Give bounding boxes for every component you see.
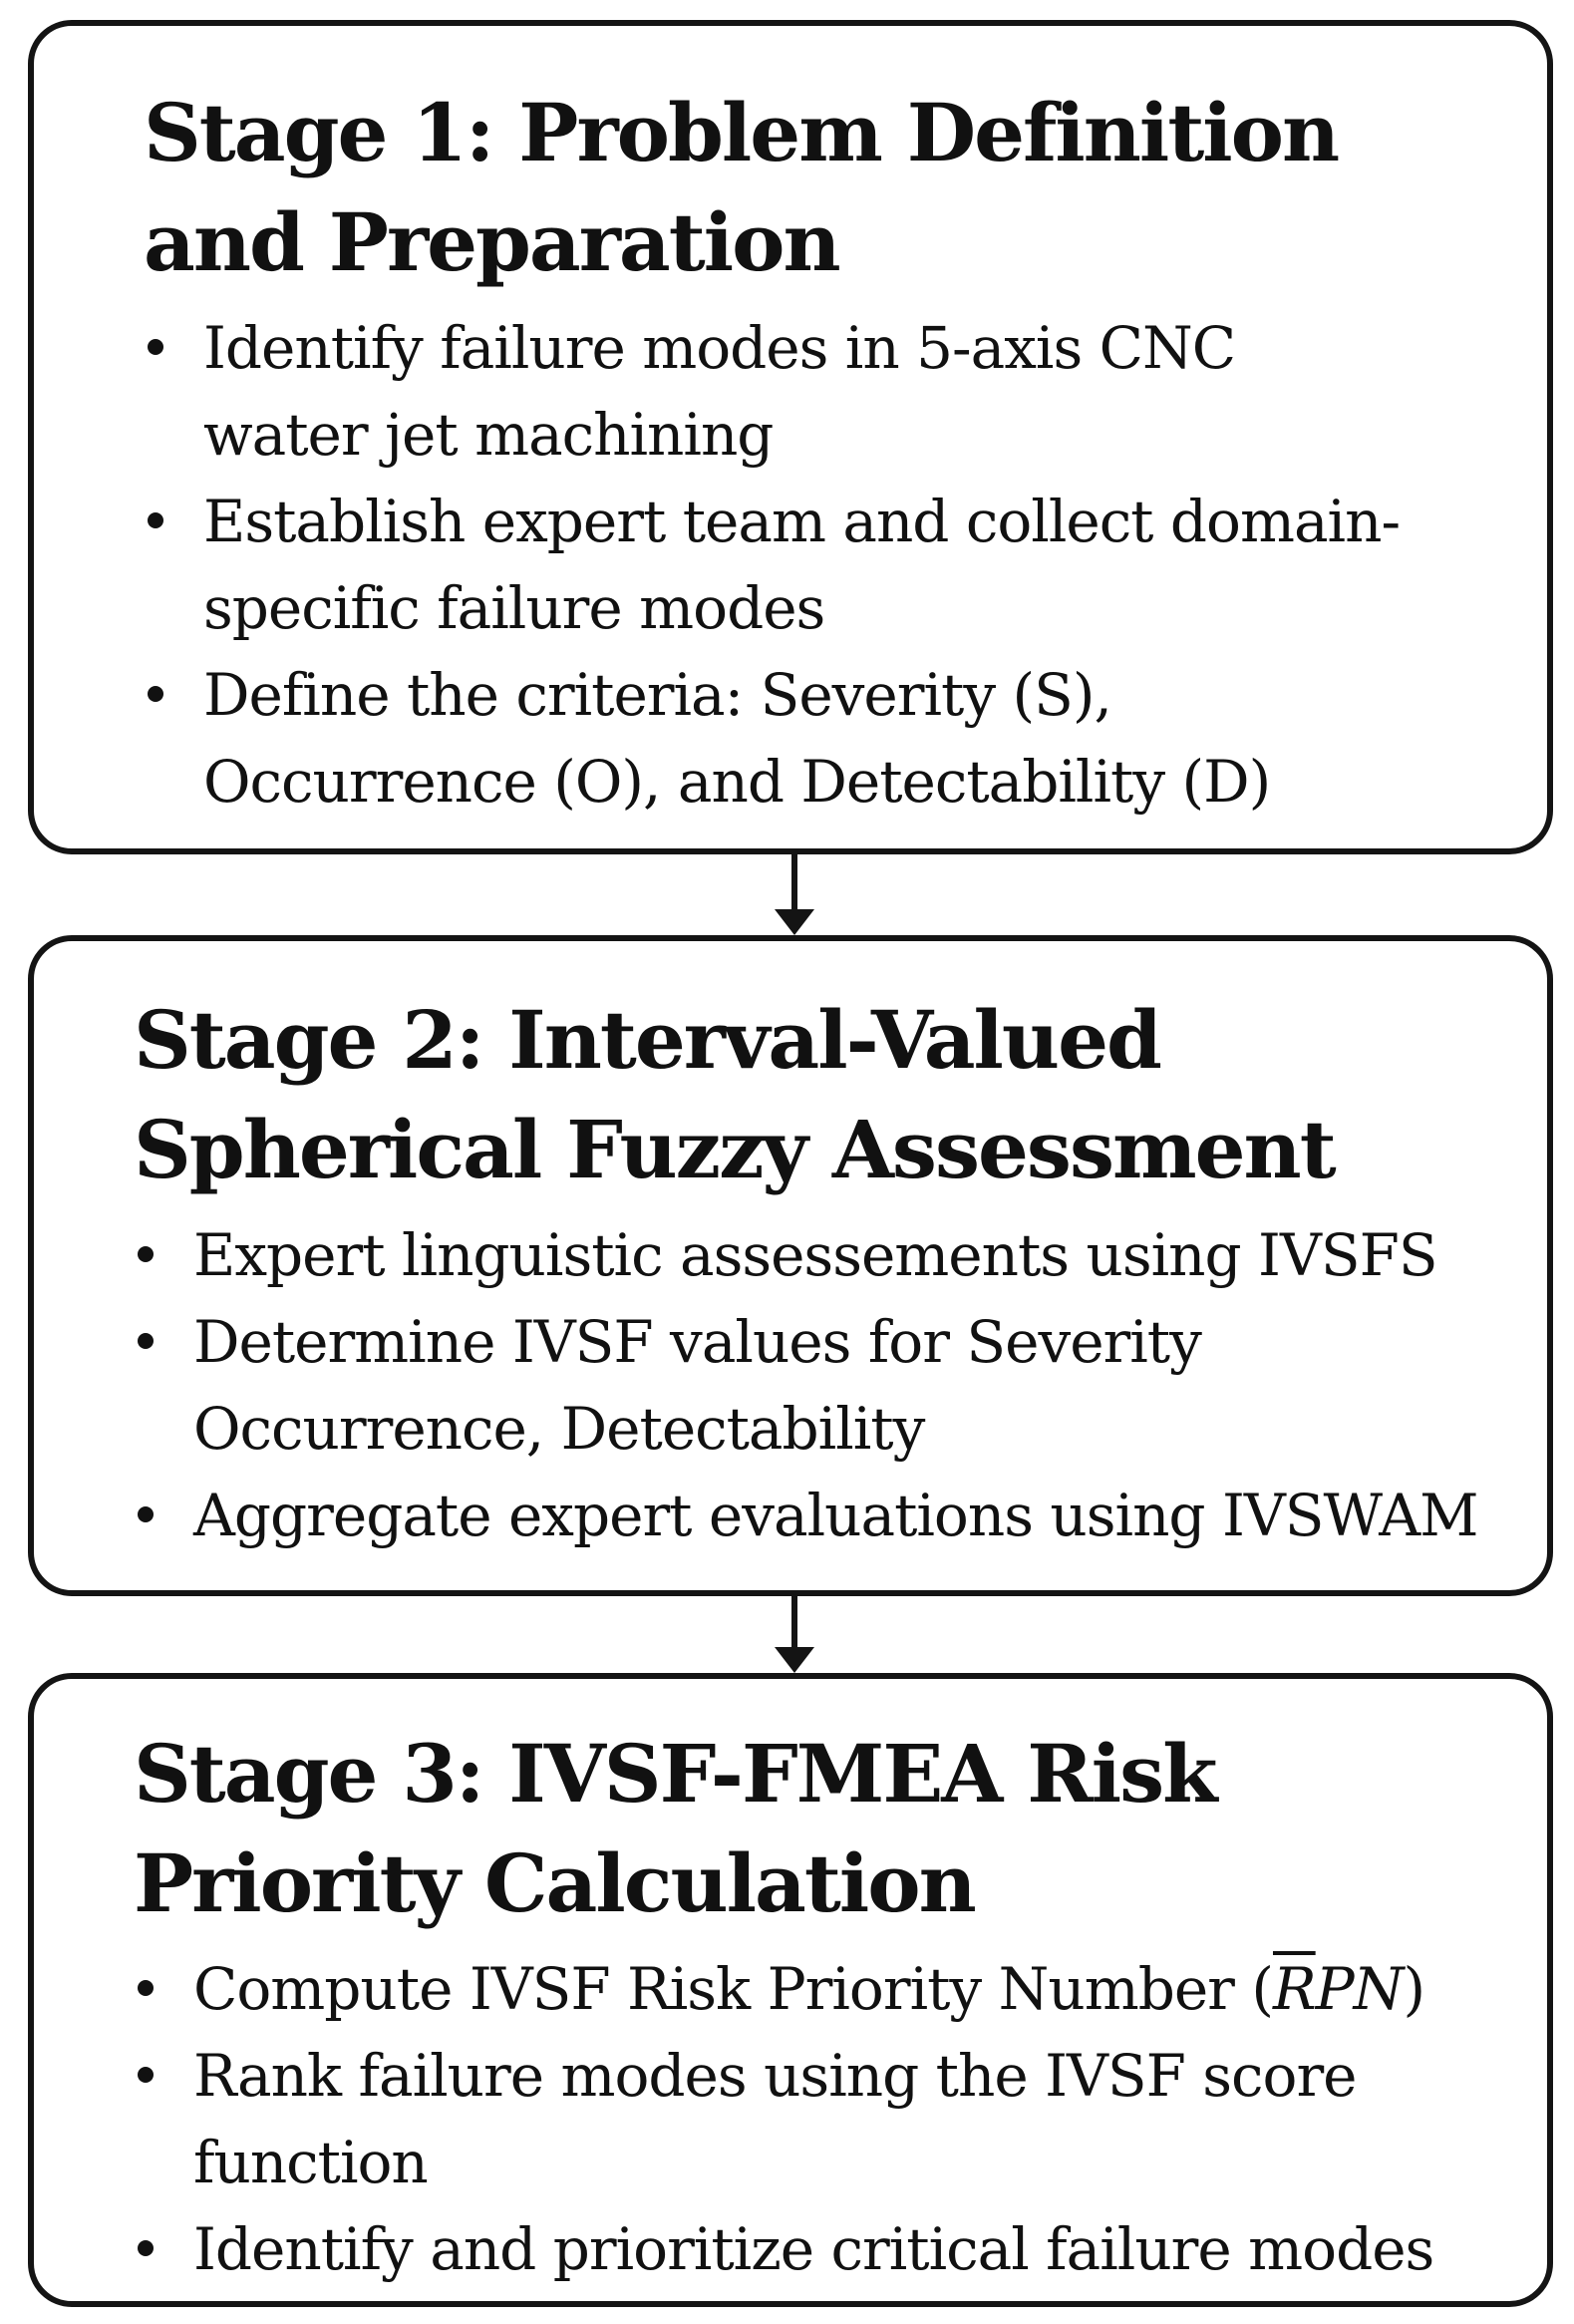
bullet-dot-icon [148, 512, 163, 528]
bullet-dot-icon [138, 2240, 154, 2256]
stage-3-bullet-3-text: Identify and prioritize critical failure modes [193, 2215, 1434, 2283]
arrow-down-icon [775, 1596, 814, 1673]
stage-2-bullets [134, 1212, 1507, 1559]
stage-3-bullet-2-text: Rank failure modes using the IVSF score function [193, 2042, 1357, 2196]
bullet-dot-icon [138, 1506, 154, 1522]
stage-2-bullet-3-text: Aggregate expert evaluations using IVSWAM [193, 1482, 1478, 1549]
bullet-dot-icon [138, 1980, 154, 1996]
arrow-shaft [791, 854, 797, 910]
arrow-head [775, 909, 814, 935]
stage-1-bullet-1-text: Identify failure modes in 5-axis CNC water jet machining [203, 314, 1236, 469]
stage-3-box [28, 1673, 1553, 2307]
stage-2-bullet-1 [134, 1212, 1507, 1299]
stage-1-bullet-2-text: Establish expert team and collect domain-specific failure modes [203, 488, 1401, 642]
stage-1-title: Stage 1: Problem Definition and Preparation [144, 86, 1339, 289]
stage-1-box [28, 20, 1553, 854]
rpn-symbol [1273, 1955, 1403, 2023]
stage-3-bullet-1-text: Compute IVSF Risk Priority Number ( [193, 1955, 1273, 2023]
stage-2-box [28, 935, 1553, 1596]
stage-3-bullet-1 [134, 1946, 1507, 2033]
rpn-close: ) [1403, 1955, 1425, 2023]
stage-1-bullet-3 [144, 652, 1400, 826]
stage-3-title: Stage 3: IVSF-FMEA Risk Priority Calculation [134, 1727, 1216, 1930]
arrow-down-icon [775, 854, 814, 935]
stage-2-bullet-3 [134, 1473, 1507, 1559]
bullet-dot-icon [138, 1246, 154, 1262]
stage-3-bullet-3 [134, 2206, 1507, 2293]
bullet-dot-icon [138, 2067, 154, 2083]
arrow-head [775, 1647, 814, 1673]
stage-1-bullet-1 [144, 305, 1360, 479]
stage-3-bullets [134, 1946, 1507, 2293]
stage-2-title: Stage 2: Interval-Valued Spherical Fuzzy Assessment [134, 993, 1335, 1196]
stage-3-bullet-2 [134, 2033, 1449, 2206]
rpn-rest: PN [1315, 1955, 1404, 2023]
bullet-dot-icon [148, 339, 163, 355]
stage-1-bullets [144, 305, 1487, 826]
stage-2-bullet-2-text: Determine IVSF values for Severity Occurrence, Detectability [193, 1308, 1201, 1463]
bullet-dot-icon [148, 686, 163, 702]
arrow-shaft [791, 1596, 797, 1648]
stage-1-bullet-2 [144, 479, 1459, 652]
bullet-dot-icon [138, 1333, 154, 1349]
stage-2-bullet-1-text: Expert linguistic assessements using IVSFS [193, 1221, 1437, 1289]
stage-1-bullet-3-text: Define the criteria: Severity (S), Occurrence (O), and Detectability (D) [203, 661, 1271, 816]
rpn-bar-letter: $\overline{R}$ [1272, 1955, 1316, 2023]
stage-2-bullet-2 [134, 1299, 1370, 1473]
